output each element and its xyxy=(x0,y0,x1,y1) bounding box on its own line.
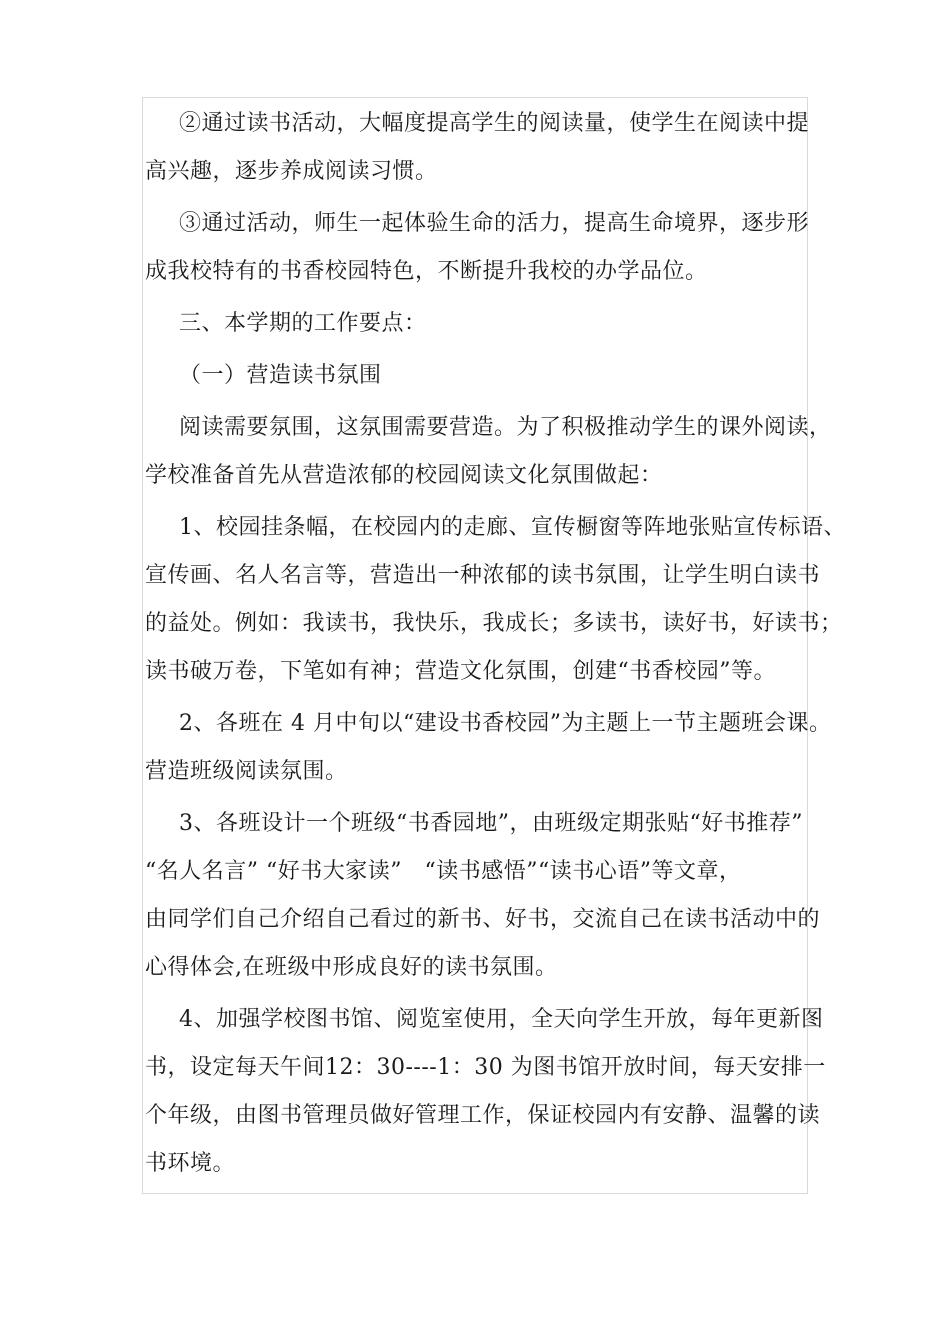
text-line: 营造班级阅读氛围。 xyxy=(145,759,348,784)
text-line: 4、加强学校图书馆、阅览室使用，全天向学生开放，每年更新图 xyxy=(179,1007,824,1032)
text-line: 3、各班设计一个班级“书香园地”，由班级定期张贴“好书推荐” xyxy=(179,811,803,836)
text-line: ③通过活动，师生一起体验生命的活力，提高生命境界，逐步形 xyxy=(179,211,810,236)
text-line: 由同学们自己介绍自己看过的新书、好书，交流自己在读书活动中的 xyxy=(145,907,821,932)
text-line: 个年级，由图书管理员做好管理工作，保证校园内有安静、温馨的读 xyxy=(145,1103,821,1128)
section-heading xyxy=(145,300,817,348)
text-line: ②通过读书活动，大幅度提高学生的阅读量，使学生在阅读中提 xyxy=(179,111,810,136)
text-line: 1、校园挂条幅，在校园内的走廊、宣传橱窗等阵地张贴宣传标语、 xyxy=(179,515,846,540)
paragraph-goal-2 xyxy=(145,100,817,196)
paragraph-intro xyxy=(145,404,832,500)
text-line: 书环境。 xyxy=(145,1151,236,1176)
text-line: 高兴趣，逐步养成阅读习惯。 xyxy=(145,159,438,184)
text-line: 成我校特有的书香校园特色，不断提升我校的办学品位。 xyxy=(145,259,708,284)
text-line: 阅读需要氛围，这氛围需要营造。为了积极推动学生的课外阅读， xyxy=(179,415,832,440)
text-line: 宣传画、名人名言等，营造出一种浓郁的读书氛围，让学生明白读书 xyxy=(145,563,821,588)
paragraph-item-2 xyxy=(145,700,832,796)
text-line: 的益处。例如：我读书，我快乐，我成长；多读书，读好书，好读书； xyxy=(145,611,843,636)
paragraph-item-4 xyxy=(145,996,826,1188)
subsection-heading xyxy=(145,352,817,400)
paragraph-item-1 xyxy=(145,504,846,696)
text-line: （一）营造读书氛围 xyxy=(179,363,382,388)
text-line: 心得体会,在班级中形成良好的读书氛围。 xyxy=(145,955,558,980)
text-line: 学校准备首先从营造浓郁的校园阅读文化氛围做起： xyxy=(145,463,663,488)
paragraph-goal-3 xyxy=(145,200,817,296)
text-line: 读书破万卷，下笔如有神；营造文化氛围，创建“书香校园”等。 xyxy=(145,659,776,684)
text-line: 书，设定每天午间12：30----1：30 为图书馆开放时间，每天安排一 xyxy=(145,1055,826,1080)
text-line: “名人名言” “好书大家读” “读书感悟”“读书心语”等文章， xyxy=(145,859,742,884)
text-line: 2、各班在 4 月中旬以“建设书香校园”为主题上一节主题班会课。 xyxy=(179,711,832,736)
document-body xyxy=(145,100,846,1192)
paragraph-item-3 xyxy=(145,800,821,992)
text-line: 三、本学期的工作要点： xyxy=(179,311,427,336)
